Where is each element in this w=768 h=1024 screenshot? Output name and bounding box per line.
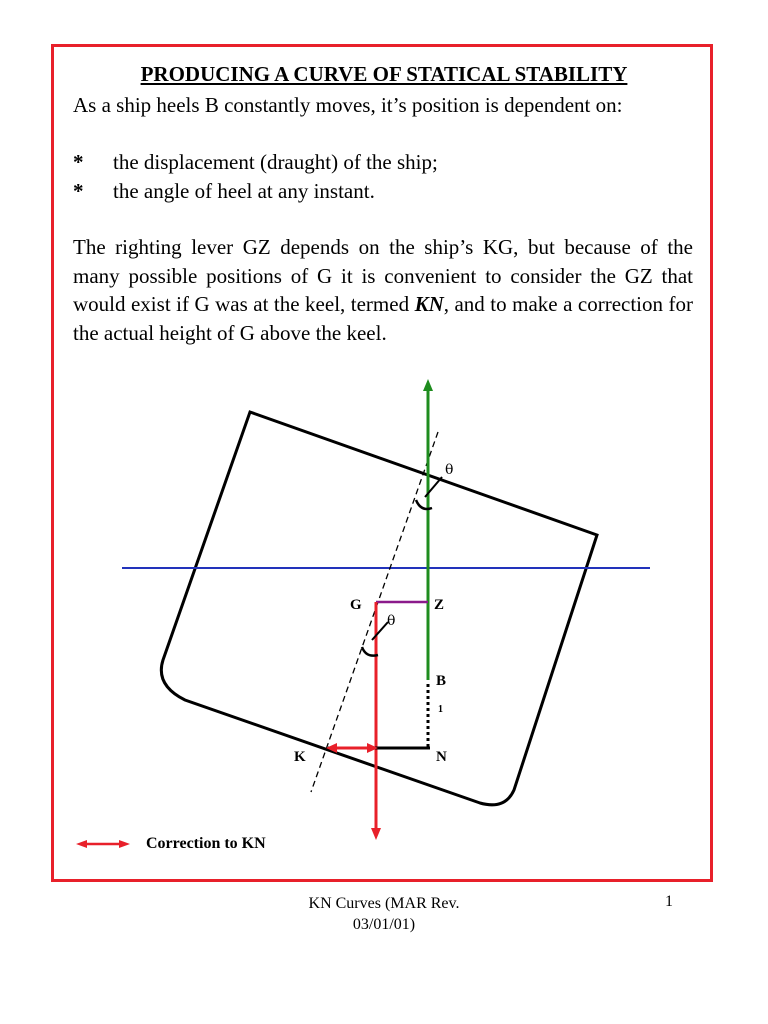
bullet-mark: * <box>73 179 84 203</box>
label-theta-mid: θ <box>387 613 396 629</box>
page-number: 1 <box>665 893 673 910</box>
bullet-mark: * <box>73 150 84 174</box>
label-n: N <box>436 749 447 765</box>
legend-arrow-head-left <box>76 840 87 848</box>
theta-pointer-mid <box>372 622 388 640</box>
label-g: G <box>350 597 362 613</box>
bullet-text: the angle of heel at any instant. <box>113 179 375 203</box>
legend-label: Correction to KN <box>146 835 266 852</box>
intro-paragraph: As a ship heels B constantly moves, it’s position is dependent on: <box>73 93 623 117</box>
footer-text: KN Curves (MAR Rev. 03/01/01) <box>308 895 460 933</box>
label-theta-top: θ <box>445 462 454 478</box>
buoyancy-arrowhead <box>423 379 433 391</box>
bullet-text: the displacement (draught) of the ship; <box>113 150 438 174</box>
kn-term: KN <box>414 292 444 316</box>
weight-arrowhead <box>371 828 381 840</box>
kn-text-after: , and to make a correction for the actual height of G above the keel. <box>73 292 693 345</box>
theta-arc-top <box>416 500 432 509</box>
kn-text-before: The righting lever GZ depends on the ship’s KG, but because of the many possible positions of G it is convenient to consider the GZ that would exist if G was at the keel, termed <box>73 235 693 316</box>
label-b-subscript: 1 <box>438 704 443 715</box>
ship-hull <box>161 412 597 805</box>
slide-title: PRODUCING A CURVE OF STATICAL STABILITY <box>140 62 628 86</box>
label-z: Z <box>434 597 445 613</box>
legend-arrow-head-right <box>119 840 130 848</box>
label-k: K <box>294 749 306 765</box>
label-b: B <box>436 673 447 689</box>
